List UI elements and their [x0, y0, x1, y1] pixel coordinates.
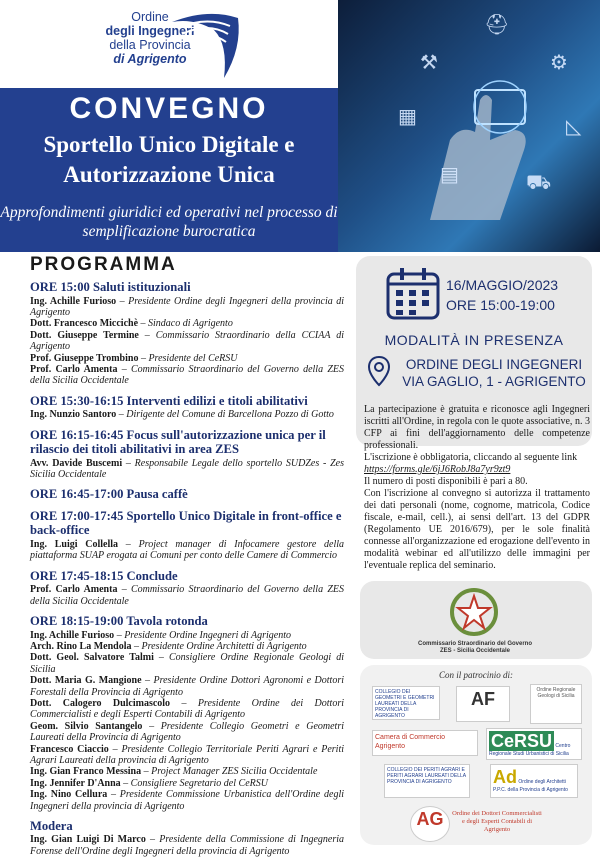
- speaker-name: Prof. Giuseppe Trombino: [30, 352, 139, 364]
- program-section: [30, 394, 344, 421]
- page-subtitle: Approfondimenti giuridici ed operativi nel processo di semplificazione burocratica: [0, 204, 338, 240]
- speaker-row: Ing. Achille Furioso – Presidente Ordine Ingegneri di Agrigento: [30, 629, 292, 641]
- geologi-logo-text: Ordine Regionale Geologi di Sicilia: [536, 687, 576, 699]
- speaker-row: Arch. Rino La Mendola – Presidente Ordine Architetti di Agrigento: [30, 641, 307, 652]
- commercialisti-mark: AG: [416, 809, 444, 829]
- bricks-icon: ▤: [440, 162, 459, 186]
- geometri-logo: [372, 686, 440, 720]
- program-section-heading: ORE 16:15-16:45 Focus sull'autorizzazione unica per il rilascio dei titoli abilitativi in area ZES: [30, 427, 326, 457]
- ordine-architetti-logo: [490, 764, 578, 798]
- speaker-name: Dott. Giuseppe Termine: [30, 329, 139, 341]
- ordine-architetti-text: Ordine degli Architetti P.P.C. della Provincia di Agrigento: [493, 779, 568, 793]
- page-title: Sportello Unico Digitale e Autorizzazione Unica: [43, 132, 295, 187]
- speaker-name: Ing. Luigi Collella: [30, 538, 119, 550]
- event-info-column: [356, 256, 592, 571]
- speaker-role: Presidente Ordine degli Ingegneri della provincia di Agrigento: [30, 295, 345, 318]
- speaker-name: Dott. Calogero Dulcimascolo: [30, 698, 171, 710]
- speaker-row: Prof. Giuseppe Trombino – Presidente del CeRSU: [30, 352, 238, 364]
- periti-agrari-text: COLLEGIO DEI PERITI AGRARI E PERITI AGRARI LAUREATI DELLA PROVINCIA DI AGRIGENTO: [387, 767, 466, 785]
- commercialisti-text: Ordine dei Dottori Commercialisti e degli Esperti Contabili di Agrigento: [452, 810, 542, 833]
- info-registration: L'iscrizione è obbligatoria, cliccando al seguente link: [364, 452, 578, 463]
- speaker-role: Presidente Ordine Architetti di Agrigento: [141, 641, 307, 652]
- speaker-role: Consigliere Segretario del CeRSU: [130, 777, 268, 789]
- italian-republic-emblem-icon: [446, 586, 502, 638]
- speaker-name: Prof. Carlo Amenta: [30, 363, 118, 375]
- speaker-name: Ing. Gian Franco Messina: [30, 766, 142, 778]
- speaker-name: Dott. Francesco Miccichè: [30, 318, 139, 330]
- program-section-heading: ORE 15:30-16:15 Interventi edilizi e titoli abilitativi: [30, 393, 308, 408]
- speaker-role: Presidente Commissione Urbanistica dell'Ordine degli Ingegneri della provincia di Agrigento: [30, 789, 345, 812]
- program-section: [30, 280, 344, 387]
- helmet-icon: ⛑: [484, 12, 510, 36]
- speaker-role: Presidente Ordine dei Dottori Commercialisti e degli Esperti Contabili di Agrigento: [30, 698, 344, 721]
- ordine-architetti-mark: Ad: [493, 767, 517, 787]
- speaker-role: Sindaco di Agrigento: [148, 318, 233, 330]
- event-date-time: [446, 275, 558, 315]
- registration-info: [364, 404, 590, 572]
- ordine-ingegneri-logo-icon: [168, 8, 246, 80]
- cersu-logo-mark: CeRSU: [491, 731, 553, 751]
- venue-name: ORDINE DEGLI INGEGNERI: [405, 357, 583, 372]
- speaker-name: Ing. Jennifer D'Anna: [30, 777, 121, 789]
- speaker-name: Ing. Nunzio Santoro: [30, 409, 117, 421]
- speaker-row: Dott. Francesco Miccichè – Sindaco di Agrigento: [30, 318, 233, 330]
- logo-line-4: di Agrigento: [113, 52, 187, 66]
- speaker-name: Arch. Rino La Mendola: [30, 641, 132, 652]
- commissario-line-1: Commissario Straordinario del Governo: [417, 641, 533, 647]
- program-section: [30, 487, 344, 502]
- event-time: ORE 15:00-19:00: [446, 297, 555, 313]
- speaker-row: Ing. Luigi Collella – Project manager di Infocamere gestore della piattaforma SUAP erogata ai Comuni per conto delle Camere di Commercio: [30, 538, 345, 562]
- speaker-row: Geom. Silvio Santangelo – Presidente Collegio Geometri e Geometri Laureati della Provincia di Agrigento: [30, 720, 344, 744]
- info-credits: La partecipazione è gratuita e riconosce agli Ingegneri iscritti all'Ordine, in regola con le quote associative, n. 3 CFP ai fini dell'aggiornamento delle competenze professionali.: [364, 404, 590, 451]
- moderator-heading: Modera: [30, 819, 73, 834]
- program-title: PROGRAMMA: [30, 254, 177, 275]
- speaker-name: Prof. Carlo Amenta: [30, 584, 118, 596]
- info-privacy: Con l'iscrizione al convegno si autorizza il trattamento dei dati personali (nome, cognome, matricola, Codice fiscale, e-mail, cell.), ai sensi dell'art. 13 del GDPR (Regolamento UE 2016/679), per le sole finalità connesse all'organizzazione ed erogazione dell'evento in modalità webinar ed all'utilizzo delle immagini per l'eventuale replica del seminario.: [364, 488, 590, 571]
- speaker-name: Geom. Silvio Santangelo: [30, 720, 143, 732]
- camera-commercio-text: Camera di Commercio Agrigento: [375, 734, 446, 750]
- commissario-text: [404, 641, 546, 655]
- moderator-section: [30, 834, 344, 857]
- program-section-heading: ORE 15:00 Saluti istituzionali: [30, 280, 191, 294]
- speaker-row: Avv. Davide Buscemi – Responsabile Legale dello sportello SUDZes - Zes Sicilia Occidentale: [30, 457, 345, 481]
- speaker-row: Dott. Geol. Salvatore Talmi – Consigliere Ordine Regionale Geologi di Sicilia: [30, 652, 345, 675]
- commissario-line-2: ZES - Sicilia Occidentale: [439, 648, 511, 654]
- header: [0, 0, 600, 252]
- program-sections: [14, 280, 344, 812]
- location-pin-icon: [368, 356, 390, 386]
- speaker-name: Ing. Achille Furioso: [30, 295, 117, 307]
- speaker-role: Commissario Straordinario della CCIAA di Agrigento: [30, 329, 345, 353]
- speaker-row: Ing. Jennifer D'Anna – Consigliere Segretario del CeRSU: [30, 777, 268, 789]
- architetti-logo-text: AF: [471, 689, 495, 709]
- program-section: [30, 428, 344, 481]
- camera-commercio-logo: [372, 730, 478, 756]
- program-section-heading: ORE 17:45-18:15 Conclude: [30, 568, 178, 583]
- logo-line-2: degli Ingegneri: [105, 24, 195, 38]
- set-square-icon: ◺: [566, 114, 582, 138]
- speaker-row: Ing. Achille Furioso – Presidente Ordine degli Ingegneri della provincia di Agrigento: [30, 295, 345, 318]
- speaker-role: Presidente Ordine Dottori Agronomi e Dottori Forestali della Provincia di Agrigento: [30, 675, 345, 698]
- speaker-role: Dirigente del Comune di Barcellona Pozzo di Gotto: [126, 409, 334, 421]
- speaker-role: Presidente Collegio Geometri e Geometri Laureati della Provincia di Agrigento: [30, 720, 344, 744]
- speaker-name: Avv. Davide Buscemi: [30, 457, 123, 469]
- geometri-logo-text: COLLEGIO DEI GEOMETRI E GEOMETRI LAUREATI DELLA PROVINCIA DI AGRIGENTO: [375, 689, 435, 719]
- program-section-heading: ORE 18:15-19:00 Tavola rotonda: [30, 614, 208, 629]
- info-seats: Il numero di posti disponibili è pari a 80.: [364, 476, 528, 487]
- hand-touching-screen-icon: [420, 70, 550, 220]
- program-section: [30, 509, 344, 562]
- speaker-name: Dott. Geol. Salvatore Talmi: [30, 652, 154, 664]
- cersu-logo: [486, 728, 582, 760]
- convegno-label: CONVEGNO: [69, 92, 269, 125]
- logo-line-1: Ordine: [131, 10, 169, 24]
- program-section: [30, 569, 344, 607]
- commercialisti-logo: [410, 806, 450, 842]
- crane-icon-2: ⚙: [550, 50, 568, 74]
- speaker-name: Ing. Achille Furioso: [30, 629, 115, 641]
- geologi-logo: [530, 684, 582, 724]
- speaker-row: Ing. Gian Franco Messina – Project Manager ZES Sicilia Occidentale: [30, 766, 318, 778]
- logo-line-3: della Provincia: [109, 38, 191, 52]
- event-mode: MODALITÀ IN PRESENZA: [384, 332, 564, 348]
- program-section: [30, 614, 344, 812]
- speaker-role: Presidente Ordine Ingegneri di Agrigento: [124, 629, 292, 641]
- moderator-role: Presidente della Commissione di Ingegneria Forense dell'Ordine degli Ingegneri della provincia di Agrigento: [30, 834, 345, 857]
- program-section-heading: ORE 16:45-17:00 Pausa caffè: [30, 487, 188, 502]
- speaker-row: Francesco Ciaccio – Presidente Collegio Territoriale Periti Agrari e Periti Agrari Laureati della provincia di Agrigento: [30, 743, 344, 767]
- speaker-row: Prof. Carlo Amenta – Commissario Straordinario del Governo della ZES della Sicilia Occidentale: [30, 584, 344, 607]
- moderator-name: Ing. Gian Luigi Di Marco: [30, 834, 146, 846]
- speaker-role: Commissario Straordinario del Governo della ZES della Sicilia Occidentale: [30, 363, 344, 387]
- speaker-row: Dott. Maria G. Mangione – Presidente Ordine Dottori Agronomi e Dottori Forestali della Provincia di Agrigento: [30, 675, 345, 698]
- speaker-role: Consigliere Ordine Regionale Geologi di Sicilia: [30, 652, 345, 675]
- architetti-logo: [456, 686, 510, 722]
- blueprint-icon: ▦: [398, 104, 417, 128]
- program-section-heading: ORE 17:00-17:45 Sportello Unico Digitale in front-office e back-office: [30, 508, 342, 538]
- speaker-role: Project Manager ZES Sicilia Occidentale: [151, 766, 318, 778]
- crane-icon: ⚒: [420, 50, 438, 74]
- speaker-row: Ing. Nunzio Santoro – Dirigente del Comune di Barcellona Pozzo di Gotto: [30, 409, 334, 421]
- speaker-name: Dott. Maria G. Mangione: [30, 675, 142, 687]
- event-venue: [396, 356, 592, 390]
- truck-icon: ⛟: [526, 170, 552, 194]
- speaker-row: Dott. Calogero Dulcimascolo – Presidente Ordine dei Dottori Commercialisti e degli Esperti Contabili di Agrigento: [30, 698, 344, 721]
- speaker-name: Francesco Ciaccio: [30, 743, 109, 755]
- speaker-role: Responsabile Legale dello sportello SUDZes - Zes Sicilia Occidentale: [30, 457, 345, 481]
- program-column: [14, 252, 344, 864]
- periti-agrari-logo: [384, 764, 470, 798]
- venue-address: VIA GAGLIO, 1 - AGRIGENTO: [402, 374, 586, 389]
- speaker-role: Presidente del CeRSU: [148, 352, 238, 364]
- speaker-role: Commissario Straordinario del Governo della ZES della Sicilia Occidentale: [30, 584, 344, 607]
- speaker-row: Prof. Carlo Amenta – Commissario Straordinario del Governo della ZES della Sicilia Occidentale: [30, 363, 344, 387]
- speaker-role: Project manager di Infocamere gestore della piattaforma SUAP erogata ai Comuni per conto delle Camere di Commercio: [30, 538, 345, 562]
- speaker-row: Ing. Nino Cellura – Presidente Commissione Urbanistica dell'Ordine degli Ingegneri della provincia di Agrigento: [30, 789, 345, 812]
- calendar-icon: [386, 266, 440, 320]
- speaker-role: Presidente Collegio Territoriale Periti Agrari e Periti Agrari Laureati della provincia di Agrigento: [30, 743, 344, 767]
- event-date: 16/MAGGIO/2023: [446, 277, 559, 293]
- cersu-logo-text: Centro Regionale Studi Urbanistici di Sicilia: [489, 743, 571, 757]
- speaker-row: Dott. Giuseppe Termine – Commissario Straordinario della CCIAA di Agrigento: [30, 329, 345, 353]
- speaker-name: Ing. Nino Cellura: [30, 789, 108, 801]
- registration-link[interactable]: https://forms.gle/6jJ6RobJ8a7yr9zt9: [364, 464, 511, 475]
- patronage-heading: Con il patrocinio di:: [439, 670, 513, 680]
- moderator-row: Ing. Gian Luigi Di Marco – Presidente della Commissione di Ingegneria Forense dell'Ordine degli Ingegneri della provincia di Agrigento: [30, 834, 345, 857]
